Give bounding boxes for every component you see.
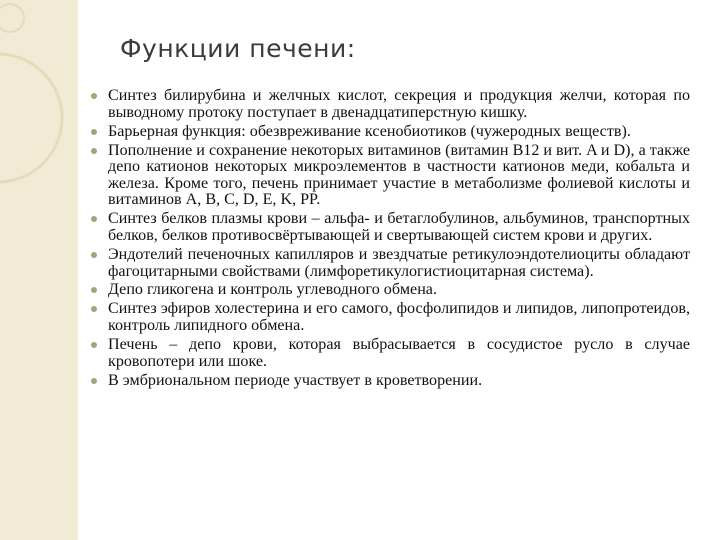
list-item-text: Депо гликогена и контроль углеводного обмена.: [108, 281, 437, 299]
bullet-list: [90, 88, 690, 392]
list-item: [90, 301, 690, 334]
slide-title: Функции печени:: [120, 34, 356, 63]
list-item: [90, 211, 690, 244]
list-item: [90, 247, 690, 280]
list-item-text: Синтез билирубина и желчных кислот, секреция и продукция желчи, которая по выводному протоку поступает в двенадцатиперстную кишку.: [108, 87, 690, 121]
list-item: [90, 373, 690, 390]
list-item: [90, 282, 690, 299]
circle-bullet-icon: [91, 216, 97, 222]
circle-bullet-icon: [91, 129, 97, 135]
circle-bullet-icon: [91, 306, 97, 312]
list-item-text: Синтез эфиров холестерина и его самого, фосфолипидов и липидов, липопротеидов, контроль липидного обмена.: [108, 300, 690, 335]
decorative-side-panel: [0, 0, 78, 540]
circle-bullet-icon: [91, 287, 97, 293]
list-item-text: Эндотелий печеночных капилляров и звездчатые ретикулоэндотелиоциты обладают фагоцитарными свойствами (лимфоретикулогистиоцитарная система).: [108, 245, 690, 280]
list-item: [90, 88, 690, 121]
list-item-text: Печень – депо крови, которая выбрасывается в сосудистое русло в случае кровопотери или шоке.: [108, 336, 690, 370]
list-item: [90, 124, 690, 141]
circle-bullet-icon: [91, 252, 97, 258]
list-item: [90, 143, 690, 209]
list-item-text: В эмбриональном периоде участвует в кроветворении.: [108, 371, 483, 389]
list-item-text: Пополнение и сохранение некоторых витаминов (витамин B12 и вит. A и D), а также депо катионов некоторых микроэлементов в частности катионов меди, кобальта и железа. Кроме того, печень принимает участие в метаболизме фолиевой кислоты и витаминов A, B, C, D, E, K, PP.: [108, 141, 690, 209]
circle-bullet-icon: [91, 342, 97, 348]
list-item-text: Синтез белков плазмы крови – альфа- и бетаглобулинов, альбуминов, транспортных белков, белков противосвёртывающей и свертывающей систем крови и других.: [108, 210, 690, 244]
circle-bullet-icon: [91, 93, 97, 99]
list-item-text: Барьерная функция: обезвреживание ксенобиотиков (чужеродных веществ).: [108, 122, 631, 140]
circle-bullet-icon: [91, 148, 97, 154]
list-item: [90, 337, 690, 370]
circle-bullet-icon: [91, 378, 97, 384]
